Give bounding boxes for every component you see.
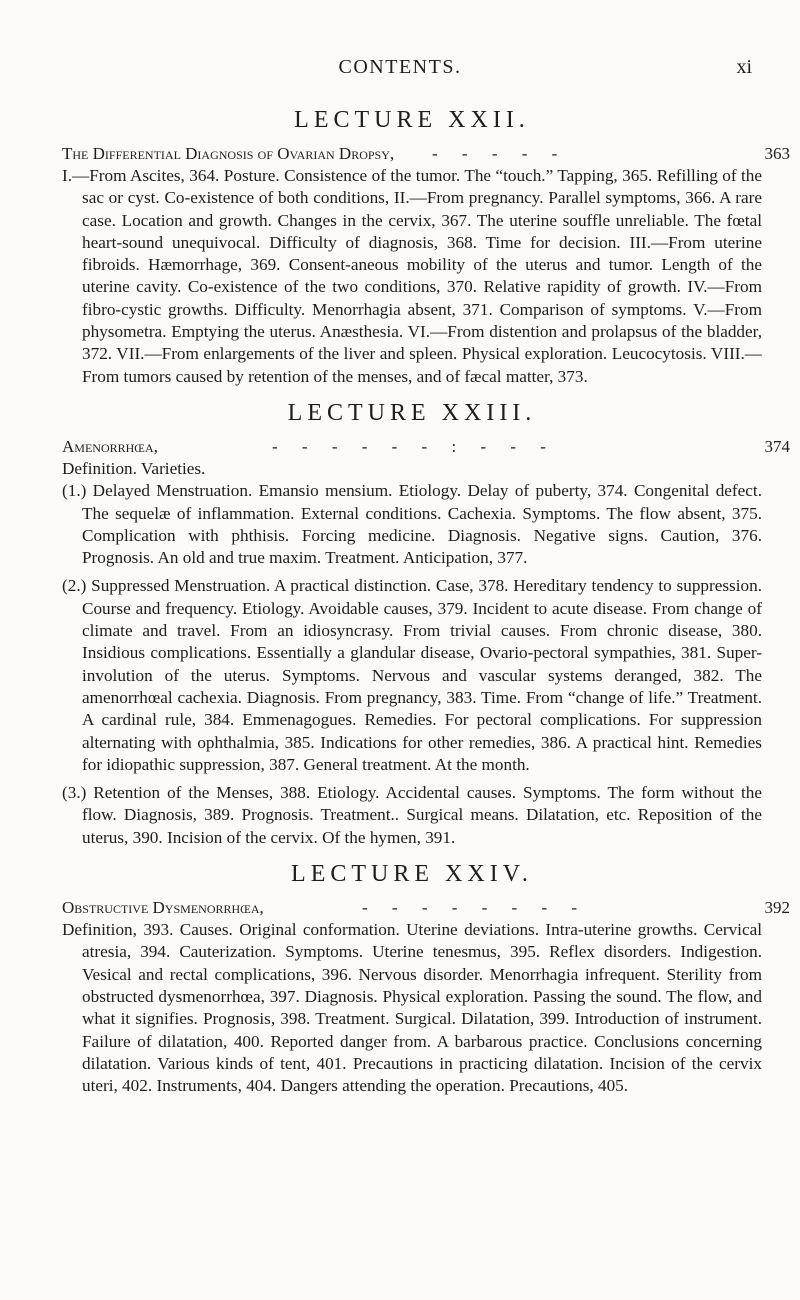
lecture-subsection: (3.) Retention of the Menses, 388. Etiology. Accidental causes. Symptoms. The form without the flow. Diagnosis, 389. Prognosis. Treatment.. Surgical means. Dilatation, etc. Reposition of the uterus, 390. Incision of the cervix. Of the hymen, 391. bbox=[62, 783, 762, 847]
lecture-title: LECTURE XXIV. bbox=[291, 861, 533, 888]
toc-entry bbox=[62, 143, 790, 165]
lecture-subsection: (2.) Suppressed Menstruation. A practical distinction. Case, 378. Hereditary tendency to suppression. Course and frequency. Etiology. Avoidable causes, 379. Incident to acute disease. From change of climate and travel. From an idiosyncrasy. From trivial causes. From chronic disease, 380. Insidious complications. Essentially a glandular disease, Ovario-pectoral sympathies, 381. Super-involution of the uterus. Symptoms. Nervous and vascular systems deranged, 382. The amenorrhœal cachexia. Diagnosis. From pregnancy, 383. Time. From “change of life.” Treatment. A cardinal rule, 384. Emmenagogues. Remedies. For pectoral complications. For suppression alternating with ophthalmia, 385. Indications for other remedies, 386. A practical hint. Remedies for idiopathic suppression, 387. General treatment. At the month. bbox=[62, 576, 762, 774]
toc-entry bbox=[62, 897, 790, 919]
toc-entry-label: Amenorrhœa, bbox=[62, 436, 158, 456]
toc-entry-label: The Differential Diagnosis of Ovarian Dropsy, bbox=[62, 144, 395, 163]
running-head bbox=[0, 56, 800, 86]
leader-dashes: - - - - - - - - bbox=[362, 898, 588, 918]
toc-entry-page: 363 bbox=[764, 144, 790, 163]
toc-entry-page: 392 bbox=[764, 898, 790, 918]
page-title: CONTENTS. bbox=[338, 56, 462, 78]
lecture-title: LECTURE XXIII. bbox=[287, 399, 537, 426]
lecture-title: LECTURE XXII. bbox=[294, 107, 530, 133]
lecture-subsection: (1.) Delayed Menstruation. Emansio mensium. Etiology. Delay of puberty, 374. Congenital defect. The sequelæ of inflammation. External conditions. Cachexia. Symptoms. The flow absent, 375. Complication with phthisis. Forcing medicine. Diagnosis. Negative signs. Caution, 376. Prognosis. An old and true maxim. Treatment. Anticipation, 377. bbox=[62, 481, 762, 568]
lecture-section bbox=[62, 398, 790, 849]
lecture-summary: Definition, 393. Causes. Original conformation. Uterine deviations. Intra-uterine growths. Cervical atresia, 394. Cauterization. Symptoms. Uterine tenesmus, 395. Reflex disorders. Indigestion. Vesical and rectal complications, 396. Nervous disorder. Menorrhagia infrequent. Sterility from obstructed dysmenorrhœa, 397. Diagnosis. Physical exploration. Passing the sound. The flow, and what it signifies. Prognosis, 398. Treatment. Surgical. Dilatation, 399. Introduction of instrument. Failure of dilatation, 400. Reported danger from. A barbarous practice. Conclusions concerning dilatation. Various kinds of tent, 401. Precautions in practicing dilatation. Incision of the cervix uteri, 402. Instruments, 404. Dangers attending the operation. Precautions, 405. bbox=[62, 920, 762, 1096]
contents-body bbox=[62, 105, 790, 1103]
lecture-summary: I.—From Ascites, 364. Posture. Consistence of the tumor. The “touch.” Tapping, 365. Refilling of the sac or cyst. Co-existence of both conditions, II.—From pregnancy. Parallel symptoms, 366. A rare case. Location and growth. Changes in the cervix, 367. The uterine souffle unreliable. The fœtal heart-sound unequivocal. Difficulty of diagnosis, 368. Time for decision. III.—From uterine fibroids. Hæmorrhage, 369. Consent-aneous mobility of the uterus and tumor. Length of the uterine cavity. Co-existence of the two conditions, 370. Relative rapidity of growth. IV.—From fibro-cystic growths. Difficulty. Menorrhagia absent, 371. Comparison of symptoms. V.—From physometra. Emptying the uterus. Anæsthesia. VI.—From distention and prolapsus of the bladder, 372. VII.—From enlargements of the liver and spleen. Physical exploration. Leucocytosis. VIII.—From tumors caused by retention of the menses, and of fæcal matter, 373. bbox=[62, 166, 762, 386]
leader-dashes: - - - - - - : - - - bbox=[272, 436, 556, 456]
lecture-section bbox=[62, 105, 790, 388]
leader-dashes: - - - - - bbox=[432, 144, 568, 163]
toc-entry-page: 374 bbox=[764, 436, 790, 456]
lecture-section bbox=[62, 859, 790, 1097]
toc-entry bbox=[62, 436, 790, 458]
lecture-intro: Definition. Varieties. bbox=[62, 458, 206, 478]
toc-entry-label: Obstructive Dysmenorrhœa, bbox=[62, 898, 264, 918]
page-number: xi bbox=[736, 56, 752, 78]
